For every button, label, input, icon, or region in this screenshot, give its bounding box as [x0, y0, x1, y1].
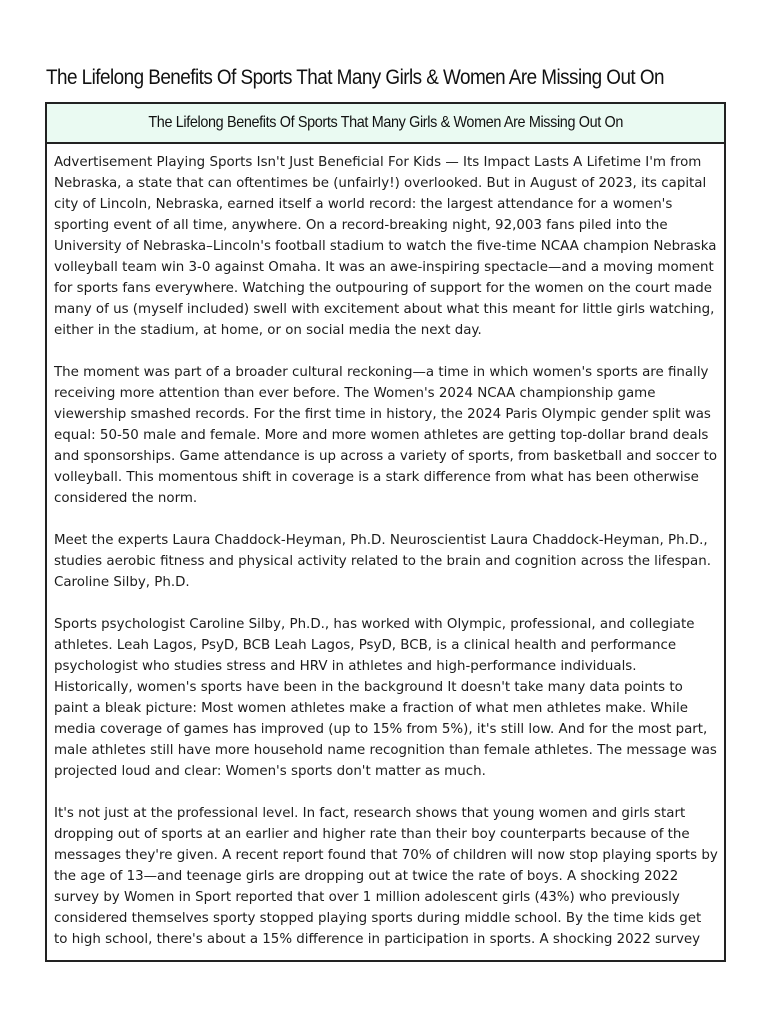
paragraph: Sports psychologist Caroline Silby, Ph.D., has worked with Olympic, professional, and collegiate athletes. Leah Lagos, PsyD, BCB Leah Lagos, PsyD, BCB, is a clinical health and performance psychologist who studies stress and HRV in athletes and high-performance individuals. Historically, women's sports have been in the background It doesn't take many data points to paint a bleak picture: Most women athletes make a fraction of what men athletes make. While media coverage of games has improved (up to 15% from 5%), it's still low. And for the most part, male athletes still have more household name recognition than female athletes. The message was projected loud and clear: Women's sports don't matter as much. — [54, 617, 717, 779]
article-box-header — [47, 104, 724, 144]
page-title: The Lifelong Benefits Of Sports That Many Girls & Women Are Missing Out On — [46, 66, 664, 89]
paragraph: The moment was part of a broader cultural reckoning—a time in which women's sports are finally receiving more attention than ever before. The Women's 2024 NCAA championship game viewership smashed records. For the first time in history, the 2024 Paris Olympic gender split was equal: 50-50 male and female. More and more women athletes are getting top-dollar brand deals and sponsorships. Game attendance is up across a variety of sports, from basketball and soccer to volleyball. This momentous shift in coverage is a stark difference from what has been otherwise considered the norm. — [54, 365, 718, 506]
article-box — [45, 102, 726, 962]
paragraph: It's not just at the professional level. In fact, research shows that young women and girls start dropping out of sports at an earlier and higher rate than their boy counterparts because of the messages they're given. A recent report found that 70% of children will now stop playing sports by the age of 13—and teenage girls are dropping out at twice the rate of boys. A shocking 2022 survey by Women in Sport reported that over 1 million adolescent girls (43%) who previously considered themselves sporty stopped playing sports during middle school. By the time kids get to high school, there's about a 15% difference in participation in sports. A shocking 2022 survey — [54, 806, 718, 947]
paragraph: Meet the experts Laura Chaddock-Heyman, Ph.D. Neuroscientist Laura Chaddock-Heyman, Ph.D., studies aerobic fitness and physical activity related to the brain and cognition across the lifespan. Caroline Silby, Ph.D. — [54, 533, 712, 590]
article-box-title: The Lifelong Benefits Of Sports That Many Girls & Women Are Missing Out On — [148, 114, 623, 131]
article-body — [47, 144, 724, 950]
paragraph: Advertisement Playing Sports Isn't Just Beneficial For Kids — Its Impact Lasts A Lifetime I'm from Nebraska, a state that can oftentimes be (unfairly!) overlooked. But in August of 2023, its capital city of Lincoln, Nebraska, earned itself a world record: the largest attendance for a women's sporting event of all time, anywhere. On a record-breaking night, 92,003 fans piled into the University of Nebraska–Lincoln's football stadium to watch the five-time NCAA champion Nebraska volleyball team win 3-0 against Omaha. It was an awe-inspiring spectacle—and a moving moment for sports fans everywhere. Watching the outpouring of support for the women on the court made many of us (myself included) swell with excitement about what this meant for little girls watching, either in the stadium, at home, or on social media the next day. — [54, 155, 717, 338]
